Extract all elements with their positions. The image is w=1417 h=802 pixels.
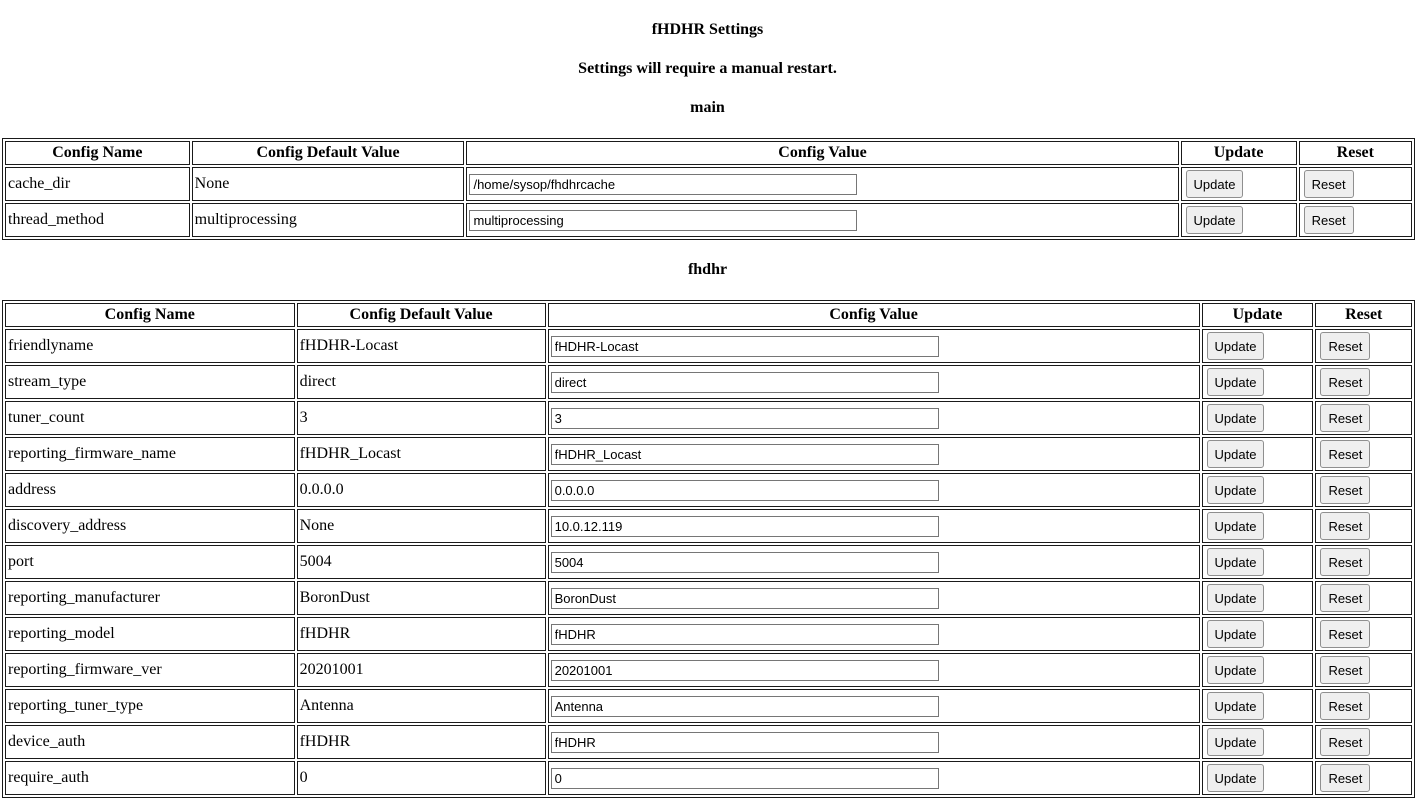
- config-name-cell: reporting_manufacturer: [5, 581, 295, 615]
- config-value-input[interactable]: [551, 372, 939, 393]
- config-name-cell: stream_type: [5, 365, 295, 399]
- config-name-cell: reporting_firmware_name: [5, 437, 295, 471]
- config-value-cell: [548, 509, 1200, 543]
- config-default-cell: None: [192, 167, 465, 201]
- update-button[interactable]: Update: [1207, 692, 1265, 720]
- config-name-cell: tuner_count: [5, 401, 295, 435]
- reset-cell: [1315, 725, 1412, 759]
- table-row: [5, 437, 1412, 471]
- config-default-cell: multiprocessing: [192, 203, 465, 237]
- config-value-cell: [548, 689, 1200, 723]
- config-default-cell: BoronDust: [297, 581, 546, 615]
- update-cell: [1202, 329, 1314, 363]
- table-row: [5, 401, 1412, 435]
- reset-button[interactable]: Reset: [1304, 170, 1354, 198]
- config-value-input[interactable]: [551, 588, 939, 609]
- update-cell: [1202, 761, 1314, 795]
- reset-button[interactable]: Reset: [1320, 656, 1370, 684]
- config-default-cell: 20201001: [297, 653, 546, 687]
- reset-button[interactable]: Reset: [1320, 332, 1370, 360]
- table-row: [5, 473, 1412, 507]
- config-default-cell: 5004: [297, 545, 546, 579]
- config-value-cell: [548, 437, 1200, 471]
- config-value-cell: [548, 365, 1200, 399]
- col-header-config-name: Config Name: [5, 303, 295, 327]
- update-cell: [1202, 545, 1314, 579]
- col-header-update: Update: [1181, 141, 1297, 165]
- update-button[interactable]: Update: [1207, 584, 1265, 612]
- reset-cell: [1299, 167, 1412, 201]
- config-value-input[interactable]: [551, 408, 939, 429]
- update-button[interactable]: Update: [1207, 548, 1265, 576]
- config-default-cell: None: [297, 509, 546, 543]
- reset-button[interactable]: Reset: [1320, 728, 1370, 756]
- config-value-input[interactable]: [551, 444, 939, 465]
- update-cell: [1202, 509, 1314, 543]
- config-value-cell: [466, 203, 1178, 237]
- update-cell: [1202, 689, 1314, 723]
- update-button[interactable]: Update: [1207, 512, 1265, 540]
- config-value-input[interactable]: [551, 336, 939, 357]
- config-value-input[interactable]: [551, 516, 939, 537]
- config-value-cell: [548, 581, 1200, 615]
- table-row: [5, 761, 1412, 795]
- config-value-cell: [548, 653, 1200, 687]
- config-default-cell: 0: [297, 761, 546, 795]
- reset-cell: [1315, 329, 1412, 363]
- config-value-input[interactable]: [551, 552, 939, 573]
- col-header-config-value: Config Value: [548, 303, 1200, 327]
- config-default-cell: fHDHR_Locast: [297, 437, 546, 471]
- col-header-config-default: Config Default Value: [297, 303, 546, 327]
- update-cell: [1202, 437, 1314, 471]
- reset-button[interactable]: Reset: [1320, 620, 1370, 648]
- reset-cell: [1315, 617, 1412, 651]
- table-row: [5, 617, 1412, 651]
- table-row: [5, 167, 1412, 201]
- reset-cell: [1315, 689, 1412, 723]
- reset-button[interactable]: Reset: [1320, 764, 1370, 792]
- update-cell: [1181, 203, 1297, 237]
- config-default-cell: direct: [297, 365, 546, 399]
- reset-button[interactable]: Reset: [1320, 548, 1370, 576]
- config-value-input[interactable]: [551, 480, 939, 501]
- config-value-cell: [548, 761, 1200, 795]
- config-value-cell: [548, 401, 1200, 435]
- config-default-cell: fHDHR: [297, 617, 546, 651]
- config-name-cell: thread_method: [5, 203, 190, 237]
- col-header-config-name: Config Name: [5, 141, 190, 165]
- update-button[interactable]: Update: [1186, 170, 1244, 198]
- update-button[interactable]: Update: [1207, 728, 1265, 756]
- config-value-cell: [548, 329, 1200, 363]
- update-button[interactable]: Update: [1186, 206, 1244, 234]
- update-cell: [1202, 725, 1314, 759]
- config-default-cell: fHDHR: [297, 725, 546, 759]
- reset-cell: [1315, 545, 1412, 579]
- reset-button[interactable]: Reset: [1304, 206, 1354, 234]
- config-value-input[interactable]: [551, 768, 939, 789]
- col-header-reset: Reset: [1315, 303, 1412, 327]
- config-value-input[interactable]: [469, 210, 857, 231]
- config-name-cell: address: [5, 473, 295, 507]
- config-name-cell: reporting_model: [5, 617, 295, 651]
- update-button[interactable]: Update: [1207, 620, 1265, 648]
- reset-cell: [1299, 203, 1412, 237]
- reset-cell: [1315, 473, 1412, 507]
- table-row: [5, 581, 1412, 615]
- config-default-cell: 3: [297, 401, 546, 435]
- update-cell: [1181, 167, 1297, 201]
- col-header-reset: Reset: [1299, 141, 1412, 165]
- reset-button[interactable]: Reset: [1320, 440, 1370, 468]
- update-cell: [1202, 581, 1314, 615]
- config-value-input[interactable]: [469, 174, 857, 195]
- config-default-cell: fHDHR-Locast: [297, 329, 546, 363]
- table-row: [5, 365, 1412, 399]
- config-name-cell: reporting_tuner_type: [5, 689, 295, 723]
- reset-button[interactable]: Reset: [1320, 368, 1370, 396]
- config-name-cell: reporting_firmware_ver: [5, 653, 295, 687]
- reset-cell: [1315, 401, 1412, 435]
- update-button[interactable]: Update: [1207, 368, 1265, 396]
- section-title-fhdhr: fhdhr: [687, 261, 728, 278]
- reset-cell: [1315, 437, 1412, 471]
- update-cell: [1202, 401, 1314, 435]
- table-row: [5, 203, 1412, 237]
- config-value-cell: [548, 617, 1200, 651]
- table-row: [5, 725, 1412, 759]
- update-button[interactable]: Update: [1207, 764, 1265, 792]
- table-row: [5, 509, 1412, 543]
- update-button[interactable]: Update: [1207, 476, 1265, 504]
- config-value-input[interactable]: [551, 696, 939, 717]
- table-header-row: [5, 303, 1412, 327]
- reset-button[interactable]: Reset: [1320, 512, 1370, 540]
- config-value-input[interactable]: [551, 732, 939, 753]
- col-header-update: Update: [1202, 303, 1314, 327]
- table-header-row: [5, 141, 1412, 165]
- update-button[interactable]: Update: [1207, 656, 1265, 684]
- config-value-cell: [548, 725, 1200, 759]
- update-button[interactable]: Update: [1207, 404, 1265, 432]
- reset-cell: [1315, 653, 1412, 687]
- update-cell: [1202, 617, 1314, 651]
- update-cell: [1202, 653, 1314, 687]
- config-value-cell: [548, 473, 1200, 507]
- table-row: [5, 653, 1412, 687]
- reset-cell: [1315, 365, 1412, 399]
- table-row: [5, 689, 1412, 723]
- col-header-config-value: Config Value: [466, 141, 1178, 165]
- table-row: [5, 329, 1412, 363]
- config-default-cell: 0.0.0.0: [297, 473, 546, 507]
- config-name-cell: cache_dir: [5, 167, 190, 201]
- settings-table-main: [2, 138, 1415, 240]
- config-value-input[interactable]: [551, 660, 939, 681]
- section-title-main: main: [690, 99, 725, 116]
- reset-button[interactable]: Reset: [1320, 692, 1370, 720]
- config-name-cell: port: [5, 545, 295, 579]
- reset-cell: [1315, 761, 1412, 795]
- update-cell: [1202, 365, 1314, 399]
- config-name-cell: discovery_address: [5, 509, 295, 543]
- reset-button[interactable]: Reset: [1320, 584, 1370, 612]
- config-default-cell: Antenna: [297, 689, 546, 723]
- update-button[interactable]: Update: [1207, 332, 1265, 360]
- config-name-cell: require_auth: [5, 761, 295, 795]
- config-value-cell: [466, 167, 1178, 201]
- config-name-cell: device_auth: [5, 725, 295, 759]
- page-subtitle: Settings will require a manual restart.: [578, 60, 837, 77]
- config-name-cell: friendlyname: [5, 329, 295, 363]
- config-value-cell: [548, 545, 1200, 579]
- update-cell: [1202, 473, 1314, 507]
- reset-cell: [1315, 509, 1412, 543]
- table-row: [5, 545, 1412, 579]
- config-value-input[interactable]: [551, 624, 939, 645]
- col-header-config-default: Config Default Value: [192, 141, 465, 165]
- reset-button[interactable]: Reset: [1320, 476, 1370, 504]
- settings-table-fhdhr: [2, 300, 1415, 798]
- update-button[interactable]: Update: [1207, 440, 1265, 468]
- page-title: fHDHR Settings: [651, 21, 764, 38]
- reset-cell: [1315, 581, 1412, 615]
- reset-button[interactable]: Reset: [1320, 404, 1370, 432]
